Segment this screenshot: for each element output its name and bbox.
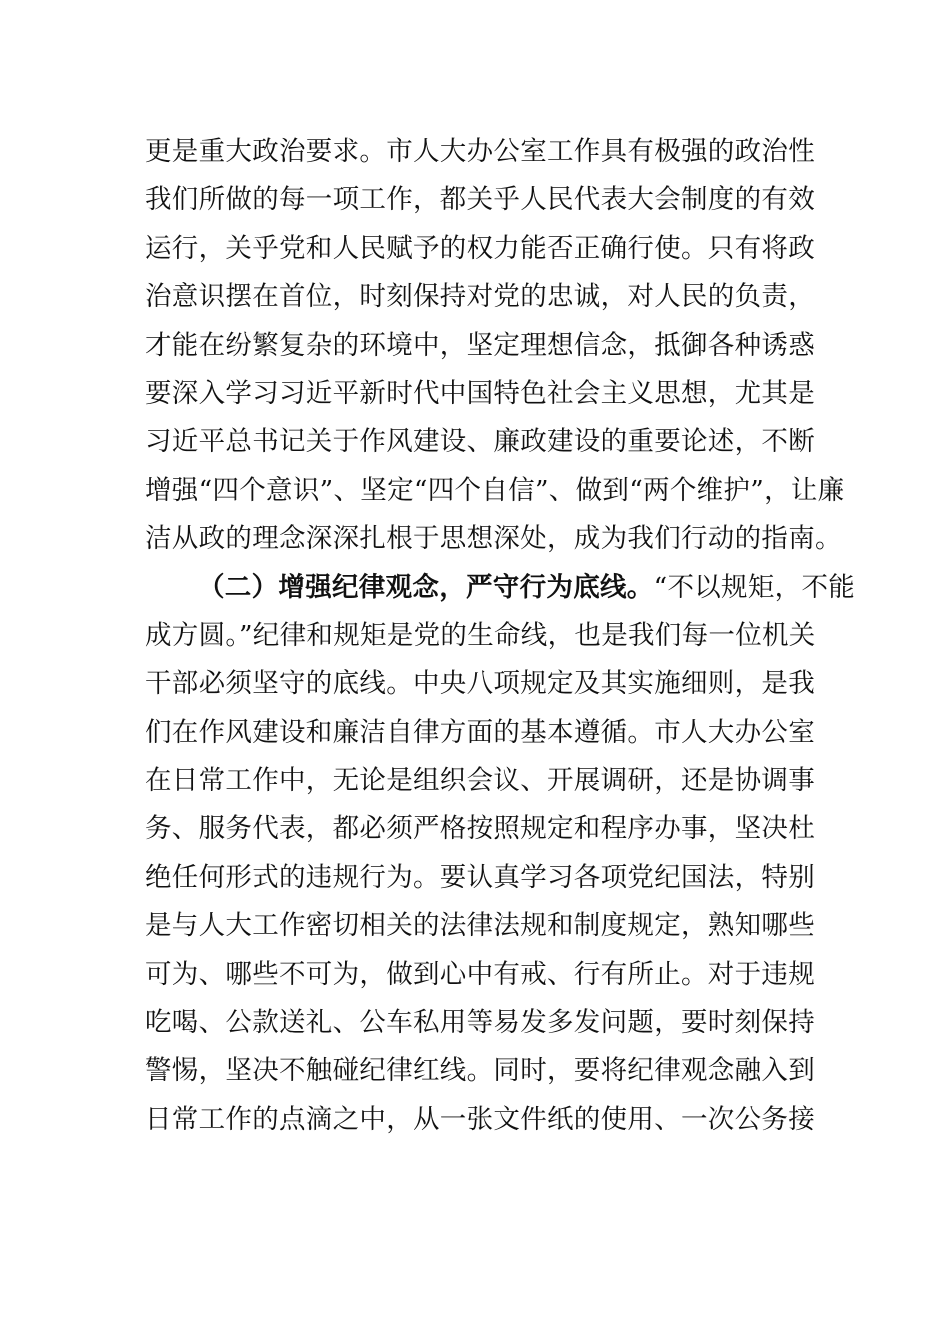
paragraph-line: 要深入学习习近平新时代中国特色社会主义思想，尤其是 <box>145 377 815 409</box>
paragraph-line: 可为、哪些不可为，做到心中有戒、行有所止。对于违规 <box>145 958 815 990</box>
paragraph-line: 更是重大政治要求。市人大办公室工作具有极强的政治性 <box>145 136 815 167</box>
paragraph-line: 运行，关乎党和人民赋予的权力能否正确行使。只有将政 <box>145 232 815 264</box>
paragraph-line: 成方圆。”纪律和规矩是党的生命线，也是我们每一位机关 <box>145 619 816 651</box>
paragraph-line: 绝任何形式的违规行为。要认真学习各项党纪国法，特别 <box>145 861 815 893</box>
document-body <box>145 128 856 1144</box>
paragraph-line: 治意识摆在首位，时刻保持对党的忠诚，对人民的负责， <box>145 281 815 313</box>
paragraph-line: 日常工作的点滴之中，从一张文件纸的使用、一次公务接 <box>145 1103 815 1135</box>
paragraph-line: 是与人大工作密切相关的法律法规和制度规定，熟知哪些 <box>145 910 815 942</box>
paragraph-line: 们在作风建设和廉洁自律方面的基本遵循。市人大办公室 <box>145 716 815 748</box>
section-heading-rest: “不以规矩，不能 <box>653 571 856 603</box>
paragraph-line: 吃喝、公款送礼、公车私用等易发多发问题，要时刻保持 <box>145 1007 815 1039</box>
paragraph-line: 警惕，坚决不触碰纪律红线。同时，要将纪律观念融入到 <box>145 1055 815 1087</box>
section-heading-line <box>145 564 856 612</box>
paragraph-line: 才能在纷繁复杂的环境中，坚定理想信念，抵御各种诱惑 <box>145 329 815 361</box>
paragraph-line: 干部必须坚守的底线。中央八项规定及其实施细则，是我 <box>145 668 815 700</box>
paragraph-line: 洁从政的理念深深扎根于思想深处，成为我们行动的指南。 <box>145 523 842 555</box>
paragraph-line: 习近平总书记关于作风建设、廉政建设的重要论述，不断 <box>145 426 815 458</box>
section-heading: （二）增强纪律观念，严守行为底线。 <box>198 571 654 603</box>
paragraph-line: 增强“四个意识”、坚定“四个自信”、做到“两个维护”，让廉 <box>145 474 845 506</box>
paragraph-line: 在日常工作中，无论是组织会议、开展调研，还是协调事 <box>145 765 815 797</box>
paragraph-line: 我们所做的每一项工作，都关乎人民代表大会制度的有效 <box>145 184 815 216</box>
paragraph-line: 务、服务代表，都必须严格按照规定和程序办事，坚决杜 <box>145 813 815 845</box>
